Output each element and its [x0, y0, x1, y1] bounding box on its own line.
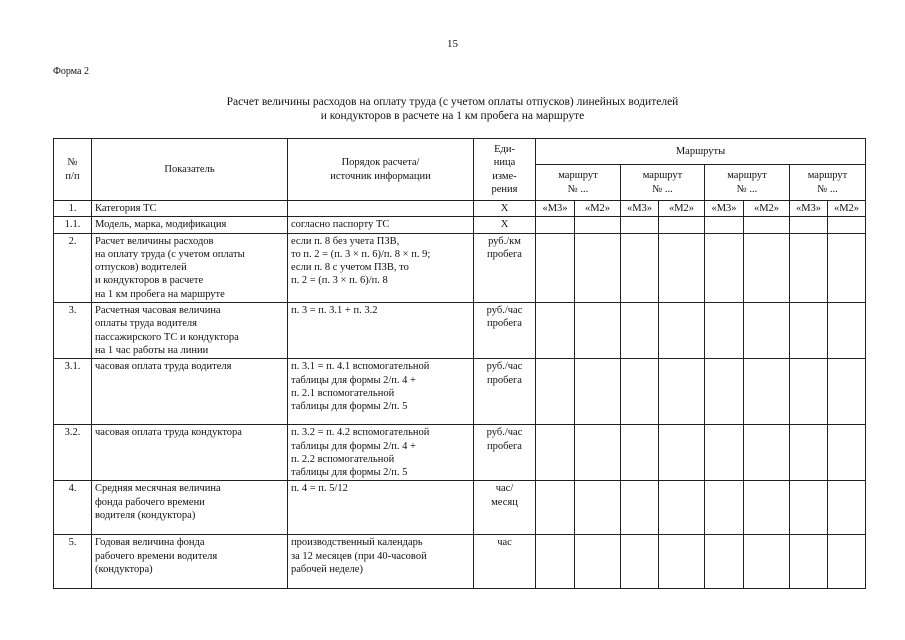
route-cell: [828, 425, 866, 481]
page-number: 15: [447, 38, 458, 50]
route-cell: [621, 535, 659, 589]
table-row: [54, 217, 866, 233]
header-route-2: маршрут № ...: [621, 165, 705, 201]
row-unit: руб./км пробега: [474, 233, 536, 302]
row-number: 3.: [54, 303, 92, 359]
route-cell: «М2»: [828, 201, 866, 217]
row-number: 1.1.: [54, 217, 92, 233]
row-method: п. 3 = п. 3.1 + п. 3.2: [288, 303, 474, 359]
row-indicator: часовая оплата труда кондуктора: [92, 425, 288, 481]
row-indicator: Категория ТС: [92, 201, 288, 217]
route-cell: [536, 481, 575, 535]
route-cell: [536, 303, 575, 359]
row-method: [288, 201, 474, 217]
header-num: № п/п: [54, 139, 92, 201]
route-cell: [744, 217, 790, 233]
header-route-1: маршрут № ...: [536, 165, 621, 201]
route-cell: [659, 425, 705, 481]
route-cell: [790, 359, 828, 425]
route-cell: [575, 233, 621, 302]
table-row: [54, 535, 866, 589]
table-row: [54, 201, 866, 217]
row-number: 2.: [54, 233, 92, 302]
route-cell: [705, 217, 744, 233]
route-cell: [659, 303, 705, 359]
document-title: [0, 95, 905, 123]
row-indicator: Годовая величина фонда рабочего времени водителя (кондуктора): [92, 535, 288, 589]
route-cell: [705, 303, 744, 359]
route-cell: [659, 535, 705, 589]
route-cell: [790, 425, 828, 481]
route-cell: [621, 217, 659, 233]
row-unit: руб./час пробега: [474, 359, 536, 425]
row-number: 1.: [54, 201, 92, 217]
route-cell: [828, 233, 866, 302]
route-cell: [790, 233, 828, 302]
title-line-2: и кондукторов в расчете на 1 км пробега на маршруте: [320, 110, 585, 122]
route-cell: [828, 481, 866, 535]
route-cell: [659, 217, 705, 233]
route-cell: «М3»: [790, 201, 828, 217]
header-route-3: маршрут № ...: [705, 165, 790, 201]
table-row: [54, 233, 866, 302]
row-number: 3.2.: [54, 425, 92, 481]
route-cell: [790, 535, 828, 589]
route-cell: «М3»: [705, 201, 744, 217]
row-unit: руб./час пробега: [474, 425, 536, 481]
route-cell: [705, 233, 744, 302]
row-indicator: Расчет величины расходов на оплату труда (с учетом оплаты отпусков) водителей и кондукторов в расчете на 1 км пробега на маршруте: [92, 233, 288, 302]
route-cell: [575, 535, 621, 589]
title-line-1: Расчет величины расходов на оплату труда (с учетом оплаты отпусков) линейных водителей: [226, 96, 679, 108]
row-indicator: Расчетная часовая величина оплаты труда водителя пассажирского ТС и кондуктора на 1 час работы на линии: [92, 303, 288, 359]
route-cell: [828, 359, 866, 425]
route-cell: [575, 425, 621, 481]
calculation-table: [53, 138, 866, 589]
route-cell: [621, 303, 659, 359]
row-unit: руб./час пробега: [474, 303, 536, 359]
route-cell: [575, 303, 621, 359]
table-row: [54, 425, 866, 481]
route-cell: «М3»: [621, 201, 659, 217]
row-indicator: Модель, марка, модификация: [92, 217, 288, 233]
row-unit: час/ месяц: [474, 481, 536, 535]
route-cell: [536, 359, 575, 425]
route-cell: [744, 481, 790, 535]
table-row: [54, 303, 866, 359]
route-cell: «М2»: [744, 201, 790, 217]
route-cell: [744, 425, 790, 481]
route-cell: [744, 535, 790, 589]
route-cell: [536, 233, 575, 302]
row-method: если п. 8 без учета ПЗВ, то п. 2 = (п. 3 × п. 6)/п. 8 × п. 9; если п. 8 с учетом ПЗВ, то п. 2 = (п. 3 × п. 6)/п. 8: [288, 233, 474, 302]
route-cell: [744, 359, 790, 425]
route-cell: [790, 481, 828, 535]
route-cell: [536, 425, 575, 481]
route-cell: [621, 481, 659, 535]
route-cell: [621, 425, 659, 481]
table-row: [54, 359, 866, 425]
route-cell: [705, 481, 744, 535]
route-cell: [659, 481, 705, 535]
route-cell: [575, 217, 621, 233]
row-method: согласно паспорту ТС: [288, 217, 474, 233]
route-cell: [536, 535, 575, 589]
header-unit: Еди- ница изме- рения: [474, 139, 536, 201]
route-cell: [621, 233, 659, 302]
header-method: Порядок расчета/ источник информации: [288, 139, 474, 201]
row-method: п. 3.1 = п. 4.1 вспомогательной таблицы для формы 2/п. 4 + п. 2.1 вспомогательной таблицы для формы 2/п. 5: [288, 359, 474, 425]
route-cell: [705, 425, 744, 481]
row-method: п. 4 = п. 5/12: [288, 481, 474, 535]
route-cell: «М2»: [659, 201, 705, 217]
route-cell: [828, 303, 866, 359]
route-cell: [621, 359, 659, 425]
row-method: производственный календарь за 12 месяцев (при 40-часовой рабочей неделе): [288, 535, 474, 589]
route-cell: «М2»: [575, 201, 621, 217]
route-cell: [744, 303, 790, 359]
row-number: 3.1.: [54, 359, 92, 425]
route-cell: [790, 303, 828, 359]
route-cell: [536, 217, 575, 233]
route-cell: «М3»: [536, 201, 575, 217]
route-cell: [705, 535, 744, 589]
row-indicator: Средняя месячная величина фонда рабочего времени водителя (кондуктора): [92, 481, 288, 535]
route-cell: [659, 359, 705, 425]
table-row: [54, 481, 866, 535]
row-unit: Х: [474, 217, 536, 233]
route-cell: [705, 359, 744, 425]
route-cell: [744, 233, 790, 302]
row-indicator: часовая оплата труда водителя: [92, 359, 288, 425]
route-cell: [659, 233, 705, 302]
route-cell: [828, 217, 866, 233]
header-route-4: маршрут № ...: [790, 165, 866, 201]
route-cell: [575, 481, 621, 535]
row-unit: Х: [474, 201, 536, 217]
row-number: 4.: [54, 481, 92, 535]
header-routes: Маршруты: [536, 139, 866, 165]
route-cell: [575, 359, 621, 425]
row-method: п. 3.2 = п. 4.2 вспомогательной таблицы для формы 2/п. 4 + п. 2.2 вспомогательной таблицы для формы 2/п. 5: [288, 425, 474, 481]
route-cell: [828, 535, 866, 589]
route-cell: [790, 217, 828, 233]
row-number: 5.: [54, 535, 92, 589]
form-label: Форма 2: [53, 66, 89, 77]
header-indicator: Показатель: [92, 139, 288, 201]
row-unit: час: [474, 535, 536, 589]
